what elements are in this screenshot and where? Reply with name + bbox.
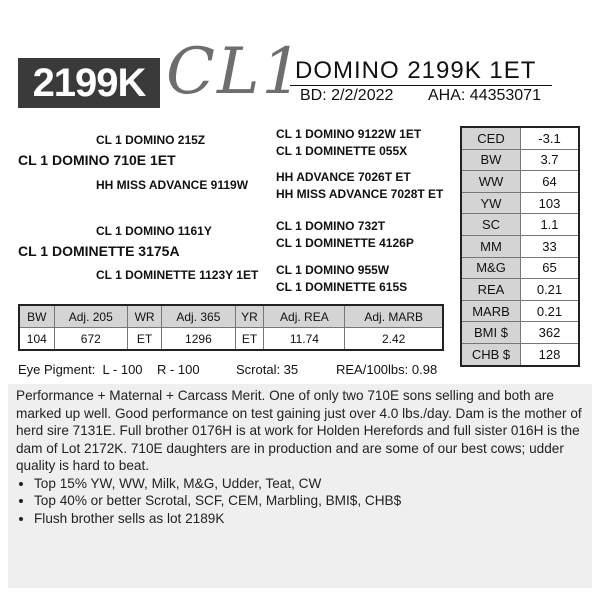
epd-value: 128	[521, 343, 580, 365]
aha-number: AHA: 44353071	[428, 87, 541, 104]
epd-label: YW	[461, 192, 521, 214]
epd-label: CED	[461, 127, 521, 149]
pedigree-sss-dam: CL 1 DOMINETTE 055X	[276, 144, 408, 158]
performance-header: YR	[235, 305, 264, 328]
pedigree-sds-sire: HH ADVANCE 7026T ET	[276, 170, 411, 184]
epd-value: 362	[521, 322, 580, 344]
epd-label: MARB	[461, 300, 521, 322]
performance-header: WR	[127, 305, 161, 328]
pedigree-dss-dam: CL 1 DOMINETTE 4126P	[276, 236, 414, 250]
performance-value: 104	[19, 328, 54, 351]
epd-label: BMI $	[461, 322, 521, 344]
pedigree-dds-sire: CL 1 DOMINO 955W	[276, 263, 390, 277]
performance-header: Adj. MARB	[345, 305, 443, 328]
description-bullets	[16, 475, 588, 528]
epd-row	[461, 149, 579, 171]
eye-pigment: Eye Pigment: L - 100 R - 100	[18, 362, 200, 377]
pedigree-sss-sire: CL 1 DOMINO 9122W 1ET	[276, 127, 422, 141]
performance-value: ET	[127, 328, 161, 351]
performance-value: 2.42	[345, 328, 443, 351]
epd-label: M&G	[461, 257, 521, 279]
epd-row	[461, 343, 579, 365]
description	[16, 387, 588, 527]
cl1-logo: CL1	[166, 35, 305, 109]
description-bullet: • Top 15% YW, WW, Milk, M&G, Udder, Teat, CW	[34, 475, 588, 493]
pedigree-sire-dam: HH MISS ADVANCE 9119W	[96, 178, 249, 192]
performance-value-row	[19, 328, 443, 351]
performance-header: Adj. 205	[54, 305, 127, 328]
epd-value: 1.1	[521, 214, 580, 236]
performance-value: ET	[235, 328, 264, 351]
pedigree-dam-dam: CL 1 DOMINETTE 1123Y 1ET	[96, 268, 259, 282]
epd-label: SC	[461, 214, 521, 236]
epd-value: 3.7	[521, 149, 580, 171]
performance-header: BW	[19, 305, 54, 328]
epd-row	[461, 171, 579, 193]
epd-label: CHB $	[461, 343, 521, 365]
performance-header: Adj. REA	[264, 305, 345, 328]
performance-table	[18, 304, 444, 351]
pedigree-sire: CL 1 DOMINO 710E 1ET	[18, 152, 176, 168]
epd-label: MM	[461, 235, 521, 257]
pedigree-dam: CL 1 DOMINETTE 3175A	[18, 243, 180, 259]
description-paragraph: Performance + Maternal + Carcass Merit. One of only two 710E sons selling and both are marked up well. Good performance on test gaining just over 4.0 lbs./day. Dam is the mother of herd sire 7131E. Full brother 0176H is at work for Holden Herefords and full sister 016H is the dam of Lot 2172K. 710E daughters are in production and are some of our best cows; udder quality is hard to beat.	[16, 388, 582, 473]
description-bullet: • Flush brother sells as lot 2189K	[34, 510, 588, 528]
epd-row	[461, 279, 579, 301]
animal-title: DOMINO 2199K 1ET	[295, 57, 537, 84]
performance-value: 11.74	[264, 328, 345, 351]
epd-row	[461, 214, 579, 236]
epd-label: BW	[461, 149, 521, 171]
epd-value: 103	[521, 192, 580, 214]
epd-row	[461, 127, 579, 149]
lot-number-badge: 2199K	[18, 58, 160, 108]
pedigree-sds-dam: HH MISS ADVANCE 7028T ET	[276, 187, 444, 201]
pedigree-dam-sire: CL 1 DOMINO 1161Y	[96, 224, 212, 238]
epd-value: 0.21	[521, 300, 580, 322]
pedigree-dds-dam: CL 1 DOMINETTE 615S	[276, 280, 408, 294]
pedigree-dss-sire: CL 1 DOMINO 732T	[276, 219, 386, 233]
epd-row	[461, 192, 579, 214]
rea-per-100lbs: REA/100lbs: 0.98	[336, 362, 438, 377]
pedigree-sire-sire: CL 1 DOMINO 215Z	[96, 133, 206, 147]
epd-value: -3.1	[521, 127, 580, 149]
performance-value: 1296	[162, 328, 235, 351]
epd-value: 33	[521, 235, 580, 257]
epd-value: 65	[521, 257, 580, 279]
epd-row	[461, 322, 579, 344]
performance-header-row	[19, 305, 443, 328]
scrotal: Scrotal: 35	[236, 362, 299, 377]
birth-date: BD: 2/2/2022	[300, 87, 394, 104]
description-bullet: • Top 40% or better Scrotal, SCF, CEM, Marbling, BMI$, CHB$	[34, 492, 588, 510]
epd-row	[461, 235, 579, 257]
epd-row	[461, 300, 579, 322]
epd-table	[460, 126, 580, 367]
performance-header: Adj. 365	[162, 305, 235, 328]
epd-label: REA	[461, 279, 521, 301]
performance-value: 672	[54, 328, 127, 351]
epd-label: WW	[461, 171, 521, 193]
epd-value: 64	[521, 171, 580, 193]
epd-row	[461, 257, 579, 279]
epd-value: 0.21	[521, 279, 580, 301]
